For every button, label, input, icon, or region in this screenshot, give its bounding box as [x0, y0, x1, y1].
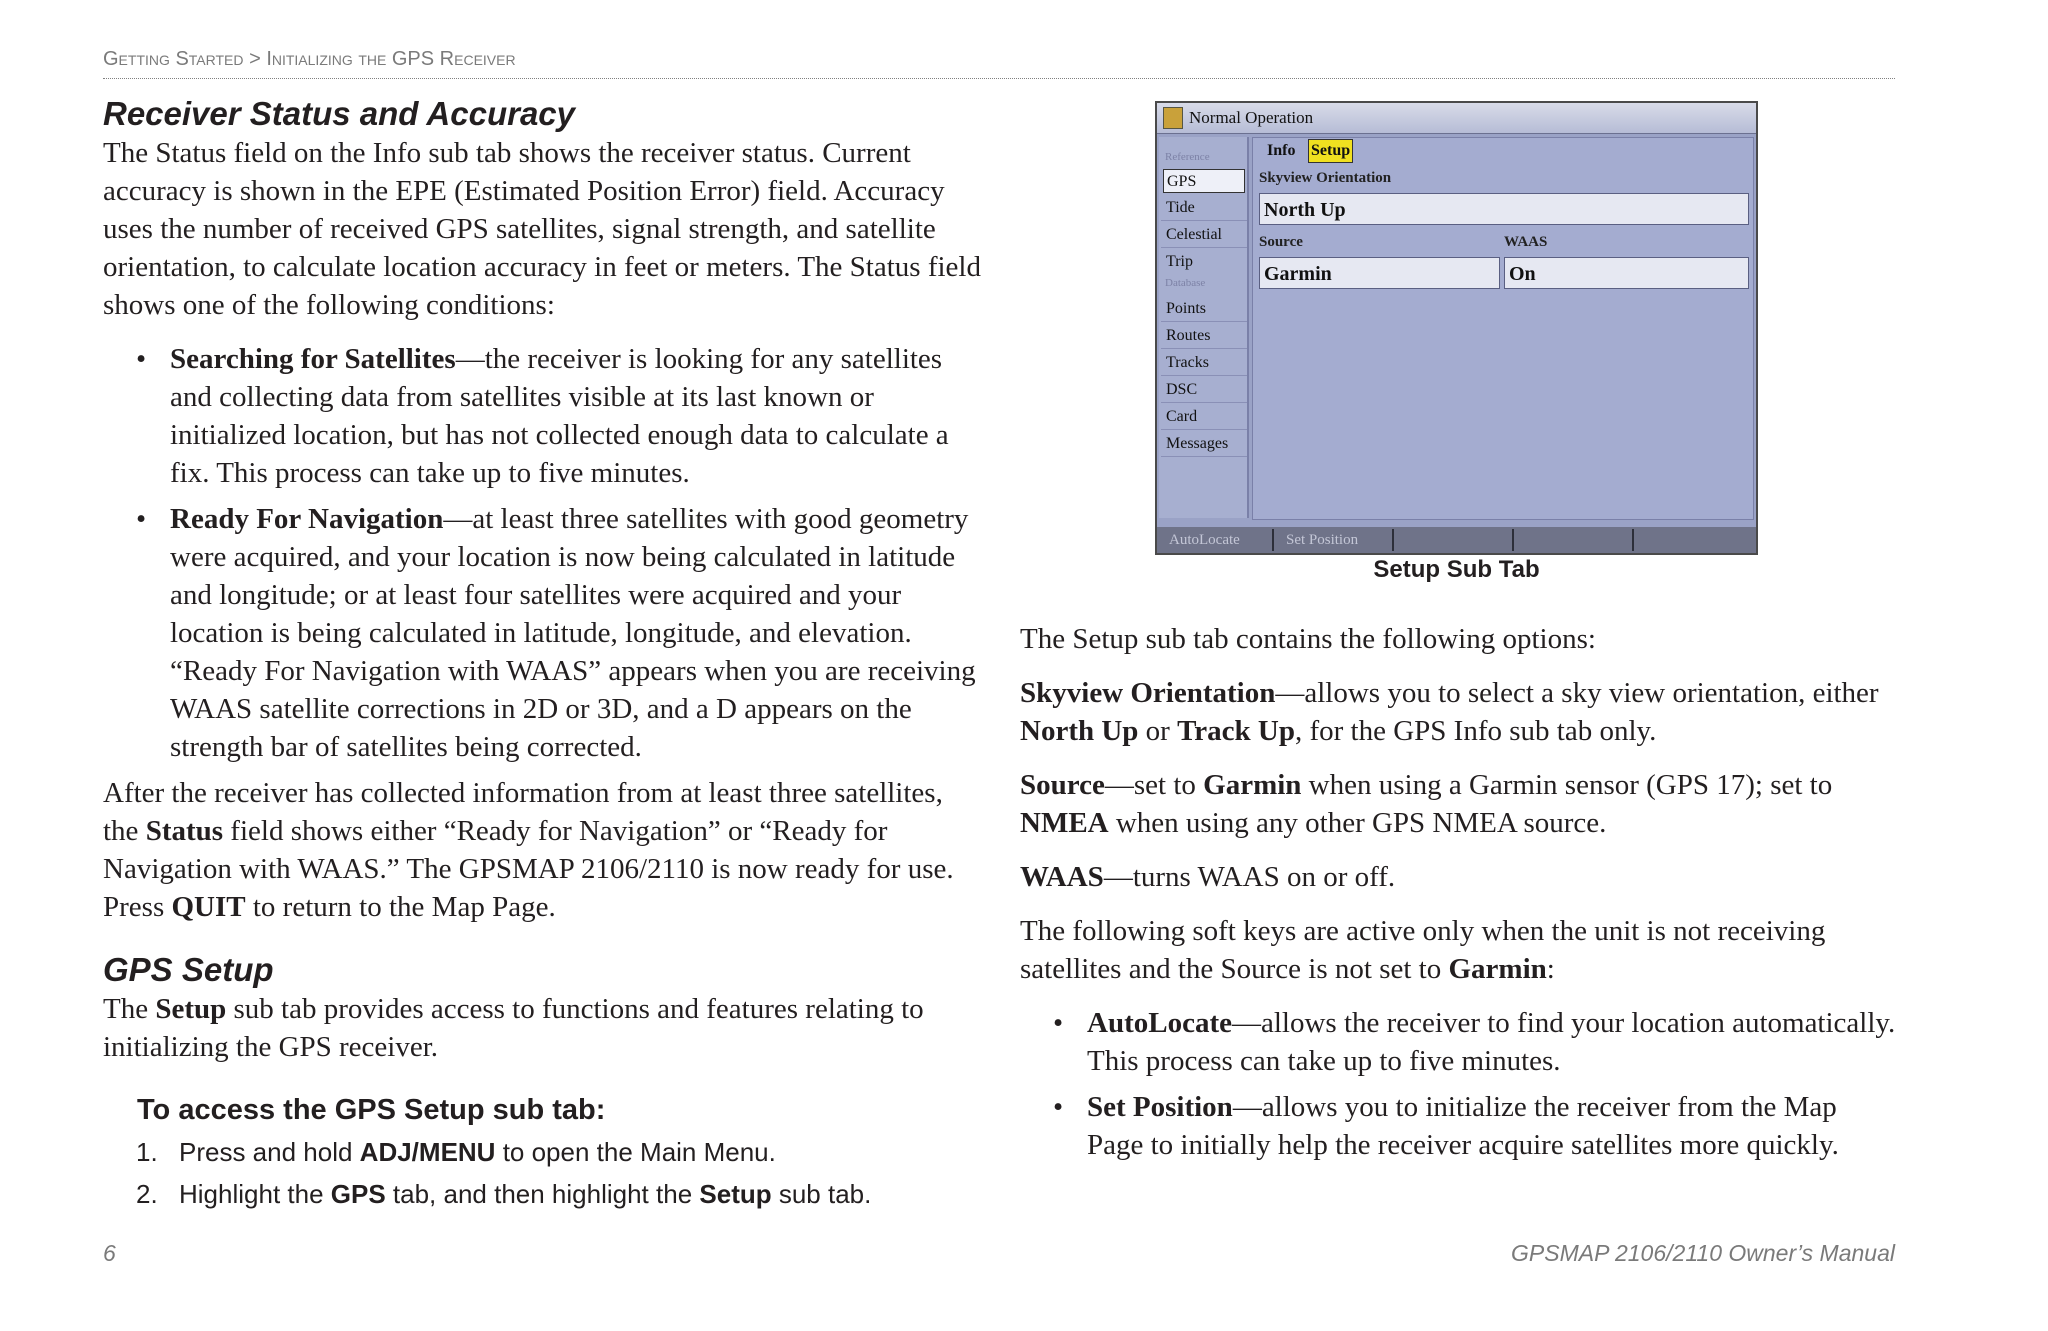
- bold-run: Source: [1020, 769, 1105, 801]
- sidebar-item-tracks[interactable]: Tracks: [1166, 354, 1209, 371]
- divider: [1161, 375, 1247, 376]
- source-label: Source: [1259, 234, 1303, 250]
- bold-run: Garmin: [1448, 953, 1547, 985]
- device-titlebar: [1157, 103, 1756, 134]
- divider: [1161, 456, 1247, 457]
- header-subsection: Initializing the GPS Receiver: [266, 48, 516, 70]
- divider: [1161, 429, 1247, 430]
- waas-paragraph: [1020, 858, 1900, 896]
- header-section: Getting Started: [103, 48, 244, 70]
- procedure-title: To access the GPS Setup sub tab:: [137, 1094, 606, 1126]
- divider: [1161, 220, 1247, 221]
- page-icon: [1163, 107, 1183, 129]
- text-run: The following soft keys are active only when the unit is not receiving satellites and the Source is not set to: [1020, 915, 1826, 985]
- bullet-term: Searching for Satellites: [170, 343, 456, 375]
- bullet-term: Ready For Navigation: [170, 503, 444, 535]
- list-item: • Ready For Navigation—at least three satellites with good geometry were acquired, and your location is now being calculated in latitude and longitude; or at least four satellites were acquired and your location is being calculated in latitude, longitude, and elevation. “Ready For Navigation with WAAS” appears when you are receiving WAAS satellite corrections in 2D or 3D, and a D appears on the strength bar of satellites being corrected.: [136, 503, 976, 763]
- step-number: 1.: [136, 1137, 158, 1167]
- bold-run: Skyview Orientation: [1020, 677, 1276, 709]
- bold-run: Track Up: [1177, 715, 1295, 747]
- bullet-text: —allows the receiver to find your location automatically. This process can take up to five minutes.: [1087, 1007, 1896, 1077]
- skyview-field[interactable]: North Up: [1259, 193, 1749, 225]
- source-field[interactable]: Garmin: [1259, 257, 1500, 289]
- text-run: sub tab provides access to functions and features relating to initializing the GPS receiver.: [103, 993, 924, 1063]
- text-run: Press and hold: [179, 1137, 360, 1167]
- bold-run: Garmin: [1203, 769, 1302, 801]
- receiver-status-heading: Receiver Status and Accuracy: [103, 95, 576, 132]
- text-run: After the receiver has collected information from at least three satellites, the: [103, 777, 943, 847]
- bold-run: NMEA: [1020, 807, 1109, 839]
- text-run: —turns WAAS on or off.: [1103, 861, 1396, 893]
- after-paragraph: [103, 774, 983, 926]
- source-paragraph: [1020, 766, 1900, 842]
- gps-setup-heading: GPS Setup: [103, 951, 274, 988]
- sidebar-item-celestial[interactable]: Celestial: [1166, 226, 1222, 243]
- sidebar-item-points[interactable]: Points: [1166, 300, 1207, 317]
- manual-title: GPSMAP 2106/2110 Owner’s Manual: [1511, 1240, 1895, 1266]
- bold-run: Status: [145, 815, 224, 847]
- tab-info[interactable]: Info: [1267, 142, 1296, 159]
- running-header: [103, 48, 1895, 79]
- procedure-steps: [103, 1134, 983, 1212]
- bullet-term: Set Position: [1087, 1091, 1233, 1123]
- text-run: —set to: [1104, 769, 1204, 801]
- status-conditions-list: [103, 340, 983, 766]
- right-column: [1020, 620, 1900, 1164]
- bullet-term: AutoLocate: [1087, 1007, 1232, 1039]
- figure-caption: Setup Sub Tab: [1373, 556, 1540, 583]
- divider: [1161, 402, 1247, 403]
- list-item: • AutoLocate—allows the receiver to find your location automatically. This process can take up to five minutes.: [1053, 1007, 1896, 1077]
- text-run: tab, and then highlight the: [385, 1179, 700, 1209]
- bold-run: North Up: [1020, 715, 1139, 747]
- text-run: when using any other GPS NMEA source.: [1108, 807, 1607, 839]
- sidebar-item-gps[interactable]: GPS: [1163, 169, 1245, 193]
- softkey-empty[interactable]: [1514, 529, 1634, 551]
- softkey-autolocate[interactable]: AutoLocate: [1157, 529, 1274, 551]
- sidebar-section-database: Database: [1165, 277, 1206, 289]
- text-run: :: [1546, 953, 1555, 985]
- tab-setup[interactable]: Setup: [1308, 139, 1353, 163]
- device-content: [1252, 137, 1754, 520]
- text-run: sub tab.: [771, 1179, 872, 1209]
- bold-run: Setup: [155, 993, 227, 1025]
- softkeys-list: [1020, 1004, 1900, 1164]
- skyview-label: Skyview Orientation: [1259, 170, 1392, 186]
- text-run: —allows you to select a sky view orientation, either: [1275, 677, 1879, 709]
- text-run: when using a Garmin sensor (GPS 17); set to: [1301, 769, 1833, 801]
- step-item: [103, 1134, 983, 1170]
- bullet-text: —allows you to initialize the receiver from the Map Page to initially help the receiver acquire satellites more quickly.: [1087, 1091, 1839, 1161]
- text-run: to return to the Map Page.: [245, 891, 556, 923]
- text-run: , for the GPS Info sub tab only.: [1294, 715, 1657, 747]
- divider: [1161, 348, 1247, 349]
- step-item: [103, 1176, 983, 1212]
- divider: [1161, 321, 1247, 322]
- divider: [1161, 247, 1247, 248]
- list-item: • Set Position—allows you to initialize the receiver from the Map Page to initially help the receiver acquire satellites more quickly.: [1053, 1091, 1839, 1161]
- sidebar-item-routes[interactable]: Routes: [1166, 327, 1211, 344]
- device-screenshot: [1155, 101, 1758, 555]
- bold-run: WAAS: [1020, 861, 1104, 893]
- sidebar-item-dsc[interactable]: DSC: [1166, 381, 1198, 398]
- receiver-status-intro: The Status field on the Info sub tab shows the receiver status. Current accuracy is shown in the EPE (Estimated Position Error) field. Accuracy uses the number of received GPS satellites, signal strength, and satellite orientation, to calculate location accuracy in feet or meters. The Status field shows one of the following conditions:: [103, 137, 981, 321]
- bold-run: QUIT: [171, 891, 246, 923]
- sidebar-item-tide[interactable]: Tide: [1166, 199, 1195, 216]
- step-number: 2.: [136, 1179, 158, 1209]
- sidebar-item-messages[interactable]: Messages: [1166, 435, 1229, 452]
- bold-run: ADJ/MENU: [359, 1137, 496, 1167]
- skyview-paragraph: [1020, 674, 1900, 750]
- gps-setup-intro: [103, 990, 983, 1066]
- text-run: or: [1138, 715, 1178, 747]
- sidebar-section-reference: Reference: [1165, 151, 1210, 163]
- left-column: [103, 94, 983, 1212]
- waas-label: WAAS: [1504, 234, 1548, 250]
- device-title: Normal Operation: [1189, 108, 1314, 127]
- text-run: Highlight the: [179, 1179, 331, 1209]
- list-item: • Searching for Satellites—the receiver is looking for any satellites and collecting data from satellites visible at its last known or initialized location, but has not collected enough data to calculate a fix. This process can take up to five minutes.: [136, 343, 949, 489]
- text-run: The: [103, 993, 156, 1025]
- waas-field[interactable]: On: [1504, 257, 1749, 289]
- softkey-empty[interactable]: [1634, 529, 1756, 551]
- softkeys-intro: [1020, 912, 1900, 988]
- text-run: field shows either “Ready for Navigation” or “Ready for Navigation with WAAS.” The GPSMAP 2106/2110 is now ready for use. Press: [103, 815, 954, 923]
- bold-run: GPS: [330, 1179, 386, 1209]
- header-separator: >: [249, 48, 261, 70]
- softkey-set-position[interactable]: Set Position: [1274, 529, 1394, 551]
- sidebar-item-card[interactable]: Card: [1166, 408, 1198, 425]
- bullet-text: —at least three satellites with good geometry were acquired, and your location is now being calculated in latitude and longitude; or at least four satellites were acquired and your location is being calculated in latitude, longitude, and elevation. “Ready For Navigation with WAAS” appears when you are receiving WAAS satellite corrections in 2D or 3D, and a D appears on the strength bar of satellites being corrected.: [170, 503, 976, 763]
- device-softkeys: [1157, 527, 1756, 553]
- softkey-empty[interactable]: [1394, 529, 1514, 551]
- page-number: 6: [103, 1240, 116, 1266]
- sidebar-item-trip[interactable]: Trip: [1166, 253, 1193, 270]
- text-run: to open the Main Menu.: [495, 1137, 776, 1167]
- bold-run: Setup: [699, 1179, 772, 1209]
- device-sidebar: [1159, 137, 1249, 518]
- setup-options-intro: The Setup sub tab contains the following options:: [1020, 623, 1596, 655]
- bullet-text: —the receiver is looking for any satellites and collecting data from satellites visible at its last known or initialized location, but has not collected enough data to calculate a fix. This process can take up to five minutes.: [170, 343, 949, 489]
